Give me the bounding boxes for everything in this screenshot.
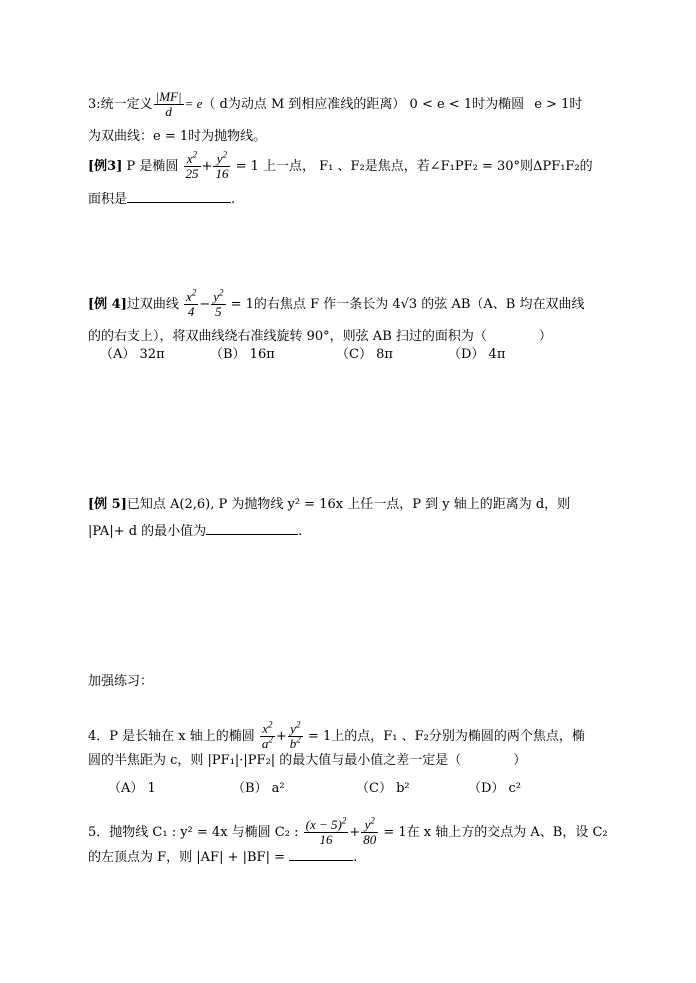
ex5-answer-blank [206,522,298,535]
ex4-tag: [例 4] [88,297,127,312]
q4-frac-y: $\frac{y^2}{b^2}$ [289,719,301,751]
q5-text2: = 1在 x 轴上方的交点为 A、B，设 C₂ [383,825,608,840]
q4-option-b: （B） a² [232,781,285,796]
item3-cond1: 0 < e < 1时为椭圆 [409,97,525,112]
ex4-frac-x: $\frac{x^2}{4}$ [186,287,197,319]
q4-text1: 4．P 是长轴在 x 轴上的椭圆 [88,729,255,744]
ex4-options [100,346,505,364]
ex4-option-b: （B） 16π [210,347,275,362]
ex4-line2: 的的右支上），将双曲线绕右准线旋转 90°，则弦 AB 扫过的面积为（ ） [88,329,552,344]
ex3-text3: F₁ 、F₂是焦点，若∠F₁PF₂ = 30°则ΔPF₁F₂的 [319,159,593,174]
ex3-line2 [88,190,235,209]
q4-line1: 4．P 是长轴在 x 轴上的椭圆 $\frac{x^2}{a^2}$ + $\frac{y^2}{b^2}$ = 1上的点，F₁ 、F₂分别为椭圆的两个焦点，椭 [88,719,585,751]
ex3-line2-text: 面积是 [88,192,128,207]
item3-cond2: e > 1时 [534,97,583,112]
q5-line1: 5．抛物线 C₁ : y² = 4x 与椭圆 C₂ : $\frac{(x - 5)^2}{16}$ + $\frac{y^2}{80}$ = 1在 x 轴上方的交点为 A、B，设 C₂ [88,815,608,847]
q4-options [108,780,521,798]
ex5-tag: [例 5] [88,497,127,512]
ex5-end: . [298,524,303,539]
practice-heading: 加强练习： [88,674,154,689]
ex3-frac-x: $\frac{x^2}{25}$ [185,149,199,181]
item3-paren: （ d为动点 M 到相应准线的距离） [202,97,406,112]
ex3-end: . [231,192,236,207]
q5-line2-text: 的左顶点为 F，则 |AF| + |BF| = [88,850,285,865]
q5-frac-y: $\frac{y^2}{80}$ [363,815,377,847]
q4-option-a: （A） 1 [108,781,156,796]
ex4-text1: 过双曲线 [126,297,179,312]
q5-answer-blank [289,848,353,861]
item3-frac-den: d [165,104,172,119]
ex4-option-a: （A） 32π [100,347,165,362]
item3-frac-num: |MF| [155,89,182,104]
q4-frac-x: $\frac{x^2}{a^2}$ [261,719,273,751]
ex4-frac-y: $\frac{y^2}{5}$ [213,287,224,319]
q5-frac-x: $\frac{(x - 5)^2}{16}$ [305,815,347,847]
q4-option-d: （D） c² [468,781,522,796]
item3-eq: = e [184,96,203,111]
q4-text2: = 1上的点，F₁ 、F₂分别为椭圆的两个焦点，椭 [307,729,585,744]
ex5-line2-text: |PA|+ d 的最小值为 [88,524,207,539]
ex5-text1: 已知点 A(2,6), P 为抛物线 y² = 16x 上任一点，P 到 y 轴上的距离为 d，则 [126,497,571,512]
q5-end: . [353,850,358,865]
ex3-line1: [例3] P 是椭圆 $\frac{x^2}{25}$ + $\frac{y^2}{16}$ = 1 上一点， F₁ 、F₂是焦点，若∠F₁PF₂ = 30°则ΔPF₁F₂的 [88,149,593,181]
ex5-line1 [88,496,570,514]
ex3-answer-blank [127,190,231,203]
ex4-option-c: （C） 8π [336,347,393,362]
q5-text1: 5．抛物线 C₁ : y² = 4x 与椭圆 C₂ : [88,825,299,840]
ex3-text1: P 是椭圆 [126,159,179,174]
q4-line2: 圆的半焦距为 c，则 |PF₁|·|PF₂| 的最大值与最小值之差一定是（ ） [88,753,527,768]
ex4-option-d: （D） 4π [448,347,506,362]
q4-option-c: （C） b² [356,781,410,796]
ex5-line2 [88,522,302,541]
item3-label: 3:统一定义 [88,97,153,112]
item3-fraction [154,90,184,119]
item3-line2: 为双曲线：e = 1时为抛物线。 [88,129,267,144]
ex4-line1: [例 4]过双曲线 $\frac{x^2}{4}$ − $\frac{y^2}{5}$ = 1的右焦点 F 作一条长为 4√3 的弦 AB（A、B 均在双曲线 [88,287,585,319]
q5-line2 [88,848,357,867]
item3-line1 [88,90,582,119]
ex3-text2: = 1 上一点， [235,159,316,174]
ex4-text2: = 1的右焦点 F 作一条长为 4√3 的弦 AB（A、B 均在双曲线 [230,297,585,312]
ex3-frac-y: $\frac{y^2}{16}$ [215,149,229,181]
ex3-tag: [例3] [88,159,123,174]
